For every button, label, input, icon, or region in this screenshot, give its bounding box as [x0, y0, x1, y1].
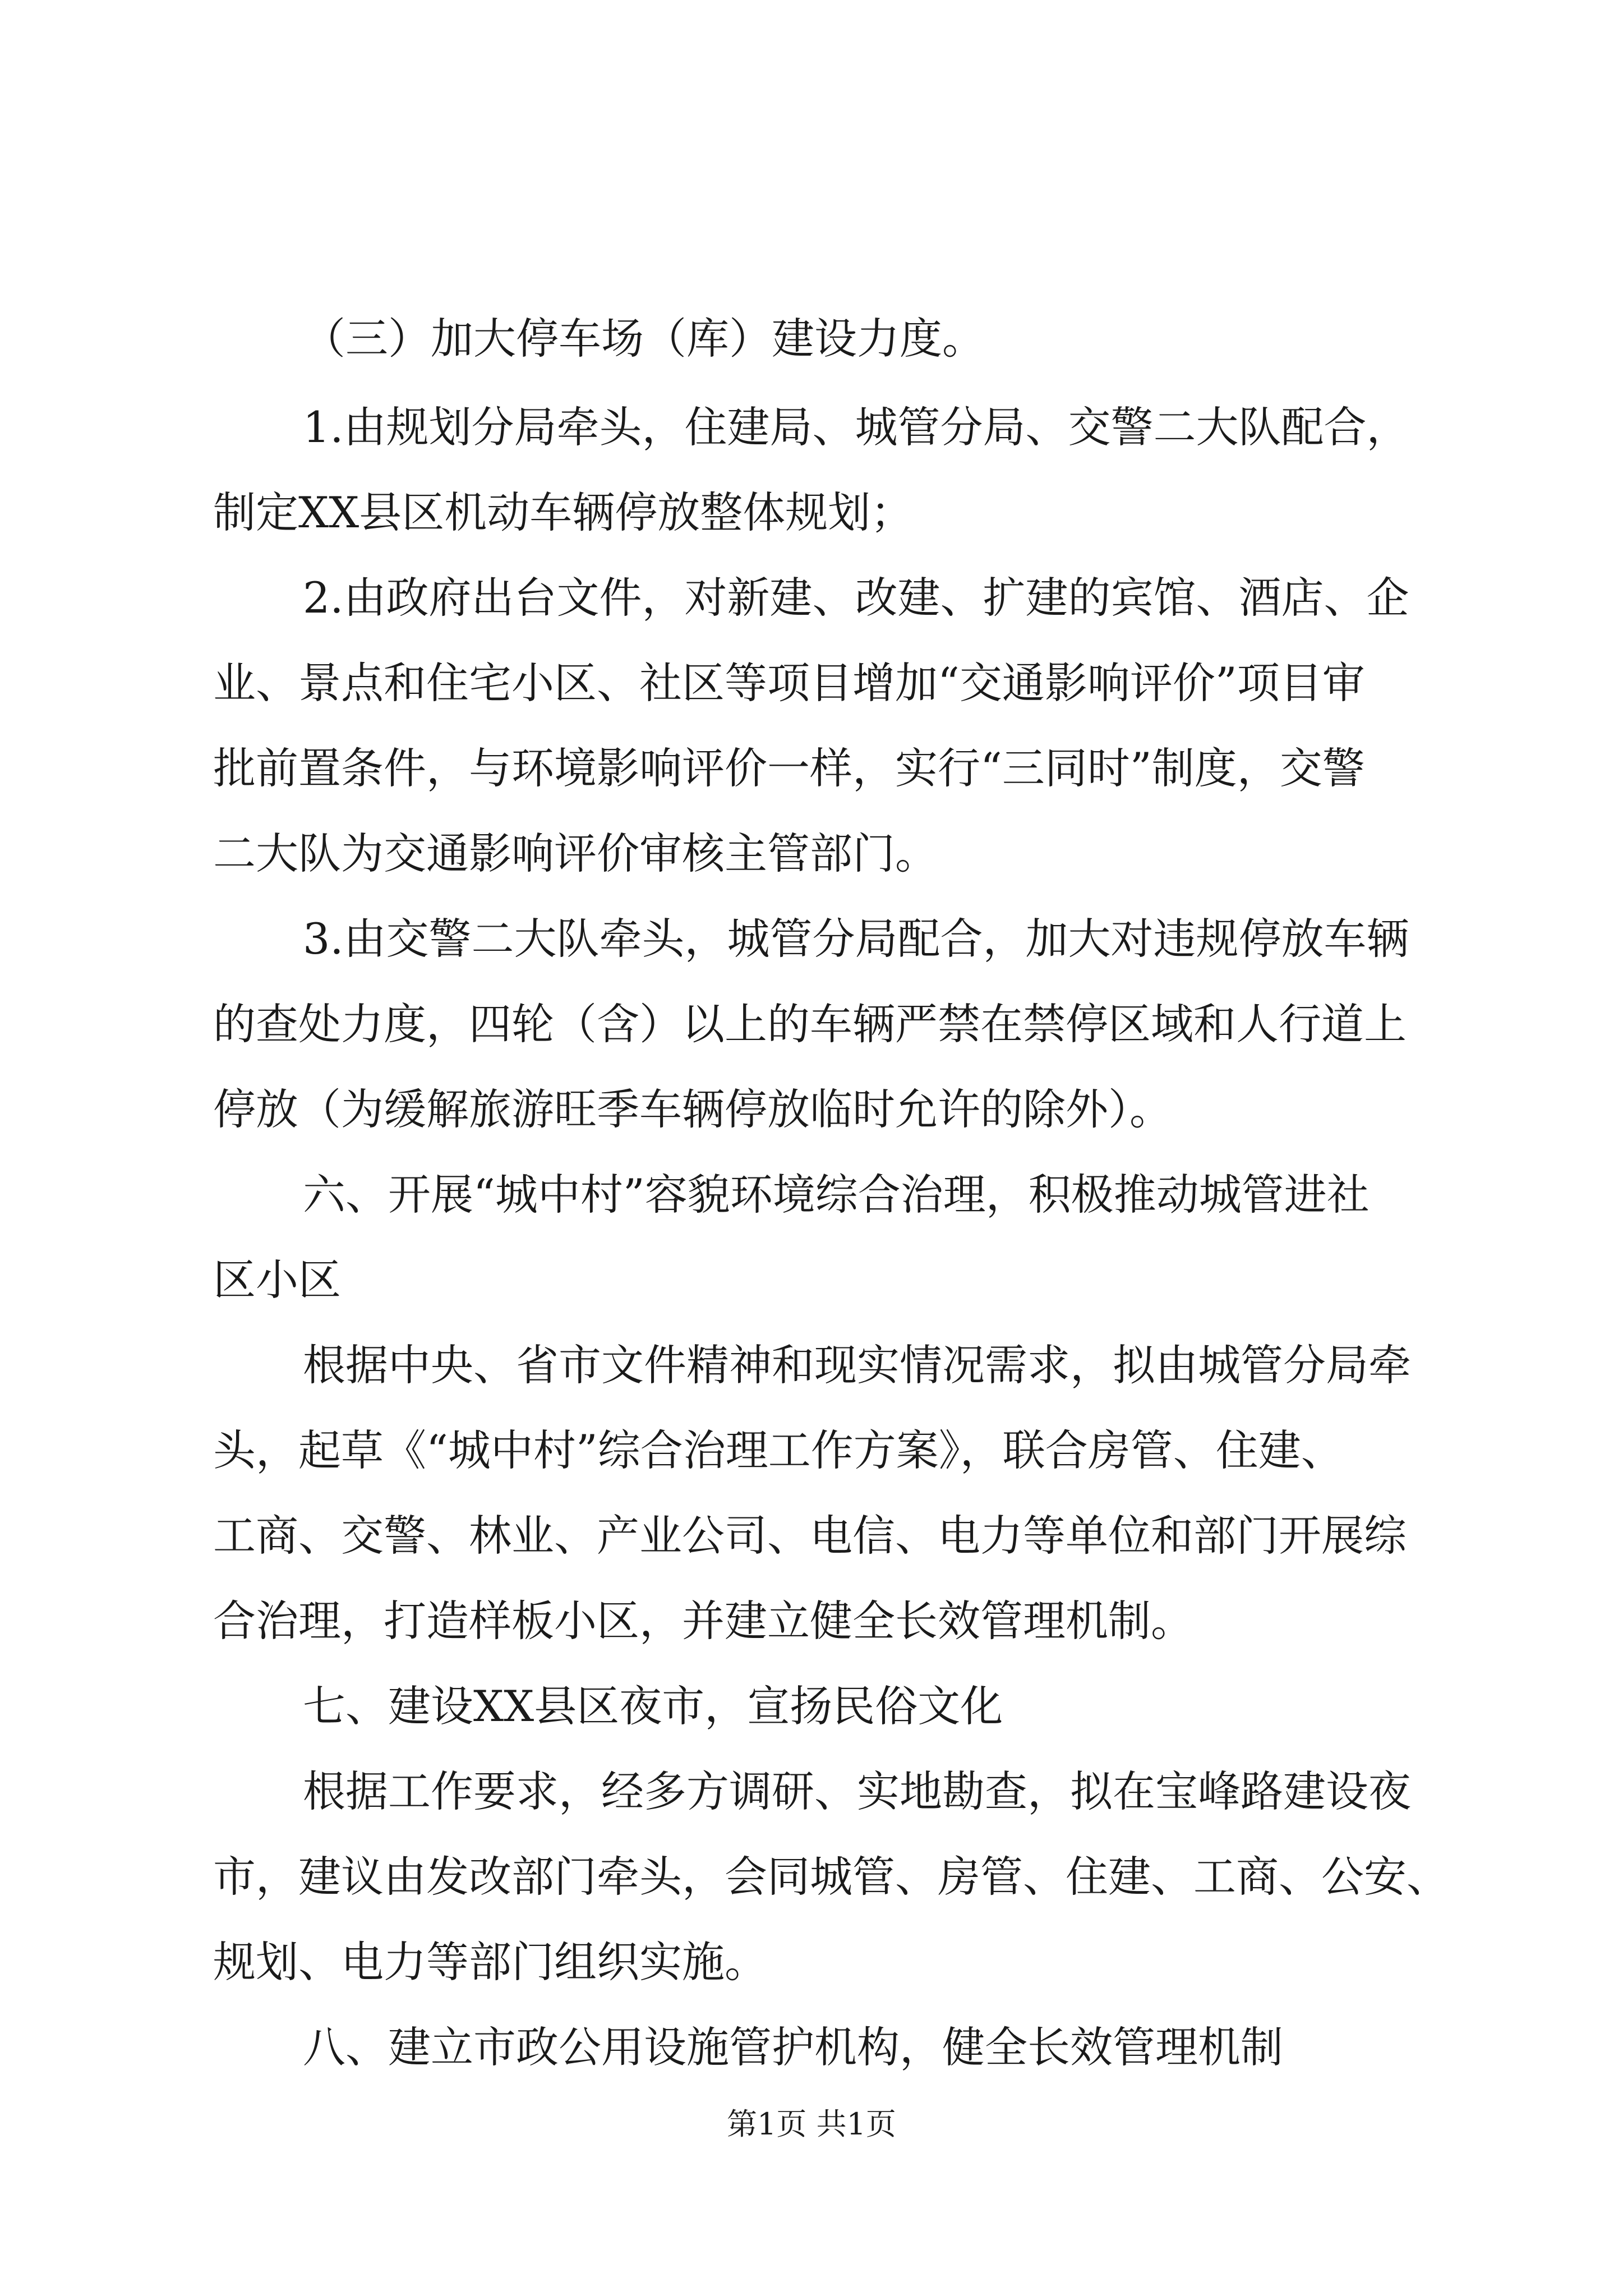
section-heading-seven: 七、建设XX县区夜市，宣扬民俗文化: [303, 1681, 1003, 1731]
paragraph-line: 根据中央、省市文件精神和现实情况需求，拟由城管分局牵: [303, 1340, 1411, 1390]
paragraph-line: 2.由政府出台文件，对新建、改建、扩建的宾馆、酒店、企: [303, 573, 1409, 623]
page-footer: 第1页 共1页: [727, 2106, 896, 2142]
section-heading-eight: 八、建立市政公用设施管护机构，健全长效管理机制: [303, 2022, 1283, 2072]
paragraph-line: 二大队为交通影响评价审核主管部门。: [213, 829, 938, 878]
paragraph-line: 业、景点和住宅小区、社区等项目增加“交通影响评价”项目审: [213, 658, 1365, 708]
paragraph-line: 1.由规划分局牵头，住建局、城管分局、交警二大队配合，: [303, 402, 1409, 452]
section-heading-six-cont: 区小区: [213, 1255, 341, 1305]
paragraph-line: 制定XX县区机动车辆停放整体规划；: [213, 487, 914, 537]
section-heading-six: 六、开展“城中村”容貌环境综合治理，积极推动城管进社: [303, 1170, 1370, 1220]
paragraph-line: 规划、电力等部门组织实施。: [213, 1937, 767, 1987]
paragraph-line: 工商、交警、林业、产业公司、电信、电力等单位和部门开展综: [213, 1511, 1407, 1561]
paragraph-line: 批前置条件，与环境影响评价一样，实行“三同时”制度，交警: [213, 743, 1365, 793]
paragraph-line: 停放（为缓解旅游旺季车辆停放临时允许的除外）。: [213, 1084, 1172, 1134]
paragraph-line: 根据工作要求，经多方调研、实地勘查，拟在宝峰路建设夜: [303, 1766, 1411, 1816]
paragraph-line: 3.由交警二大队牵头，城管分局配合，加大对违规停放车辆: [303, 914, 1409, 964]
paragraph-line: 的查处力度，四轮（含）以上的车辆严禁在禁停区域和人行道上: [213, 999, 1407, 1049]
paragraph-line: 头，起草《“城中村”综合治理工作方案》，联合房管、住建、: [213, 1425, 1344, 1475]
section-heading-parking: （三）加大停车场（库）建设力度。: [303, 314, 985, 364]
paragraph-line: 市，建议由发改部门牵头，会同城管、房管、住建、工商、公安、: [213, 1852, 1449, 1902]
paragraph-line: 合治理，打造样板小区，并建立健全长效管理机制。: [213, 1596, 1193, 1646]
